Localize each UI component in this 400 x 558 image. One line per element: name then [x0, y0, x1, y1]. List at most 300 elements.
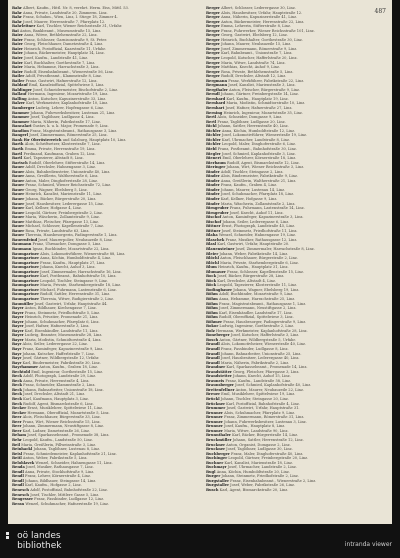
entry-surname: Bichl	[206, 124, 217, 129]
entry-surname: Bierbaum	[206, 160, 226, 165]
entry-surname: Beran	[12, 501, 25, 506]
entry-details: Ignaz, Buchbinder, Mozartstraße 22, Linz.	[32, 246, 110, 251]
entry-surname: Beer	[12, 415, 22, 420]
entry-surname: Birngruber	[206, 206, 229, 211]
entry-surname: Beck	[12, 374, 23, 379]
entry-details: Alois, Schneider, Domgasse 9, Linz.	[217, 115, 283, 120]
entry-details: Josef, Schuhmacher, Pfarrplatz 18, Linz.	[220, 192, 295, 197]
entry-surname: Binder	[206, 201, 220, 206]
entry-surname: Beck	[12, 383, 23, 388]
entry-surname: Berger	[206, 60, 220, 65]
entry-details: Anna, Hebamme, Harrachstraße 25, Linz.	[219, 297, 296, 301]
entry-details: Franz, Gastwirt, Hafnerstraße 12, Linz.	[25, 78, 98, 83]
entry-surname: Blöchl	[206, 260, 219, 265]
entry-surname: Bergmann	[206, 83, 228, 88]
entry-details: Alois, Seiler, Lederergasse 22, Linz.	[22, 342, 88, 347]
entry-details: Theresia, Witwe, Rudigierstraße 2, Linz.	[40, 297, 114, 301]
entry-surname: Bauer	[12, 192, 25, 197]
entry-details: Rudolf, Sattler, Herrenstraße 31, Linz.	[40, 292, 111, 297]
entry-details: Adolf, Postoffizial, Bahnhofstraße 22, Linz.	[30, 487, 108, 492]
entry-surname: Berger	[206, 33, 220, 38]
entry-details: Anton, Gärtner, Wildbergstraße 5, Urfahr.	[219, 337, 296, 342]
entry-details: Franz, Zimmermann, Römerstraße 31, Linz.	[224, 415, 305, 420]
entry-surname: Beck	[12, 387, 23, 392]
entry-surname: Bergthaler	[206, 87, 228, 92]
entry-details: Anna, Greißlerin, Waltherstraße 6, Linz.	[25, 174, 99, 179]
entry-details: Johann, Schuhmacher, Pfarrplatz 6, Linz.	[24, 319, 100, 324]
entry-surname: Baumgartner	[12, 278, 39, 283]
entry-details: Maria, Hebamme, Harrachstraße 3, Linz.	[24, 65, 100, 70]
entry-surname: Bertl	[206, 119, 217, 124]
entry-surname: Biegler	[206, 151, 221, 156]
entry-surname: Blöchl	[206, 256, 219, 261]
entry-surname: Baumgartner	[12, 260, 39, 265]
entry-details: Franz, Wirt, Wiener Reichsstraße 15, Linz.	[22, 419, 101, 424]
entry-surname: Bahrleitner	[12, 24, 36, 29]
entry-surname: Bittner	[206, 224, 221, 229]
entry-surname: Bauer	[12, 201, 25, 206]
entry-details: Karl, Tischler, Wiener Reichsstraße 31, Urfahr.	[36, 24, 123, 29]
entry-details: Josef, Kaufm., Hauptplatz 8, Linz.	[224, 424, 286, 429]
entry-surname: Brückner	[206, 401, 226, 406]
entry-surname: Bichler	[206, 142, 221, 147]
entry-details: Anton, Kaufm., Graben 18, Linz.	[39, 365, 99, 370]
entry-surname: Bayer	[12, 328, 24, 333]
entry-surname: Bauer	[12, 174, 25, 179]
entry-details: Johann, Knecht, Auhof 15, Linz.	[233, 374, 291, 379]
entry-surname: Belohlavek	[12, 460, 35, 465]
entry-details: Josef, Hafner, Hafnerstraße 27, Linz.	[225, 106, 293, 111]
entry-surname: Bai	[12, 28, 19, 33]
entry-details: Karl, Kaufm., Hauptplatz 19, Linz.	[226, 96, 289, 101]
entry-details: Franz, Kaufm., Graben 4, Linz.	[220, 183, 278, 188]
entry-surname: Bauer	[12, 183, 25, 188]
entry-details: Georg, Fleischhauer, Dametzstraße 4, Linz.	[24, 42, 104, 47]
entry-details: Johann, Bäckermeister, Hauptplatz 14, Linz.	[24, 51, 105, 56]
entry-details: Karl, Gastwirt, Urfahr, Hauptstraße 20.	[217, 242, 290, 247]
entry-details: Josef, Zimmermaler, Harrachstraße 8, Linz.	[235, 246, 315, 251]
entry-surname: Böhm	[206, 301, 218, 306]
entry-details: Alois, Hausbesitzer, Urfahr, Hauptstraße 12.	[221, 10, 303, 15]
entry-surname: Baumgartner	[12, 251, 39, 256]
entry-details: Johann, Gärtner, Freinbergstraße 14, Linz.	[220, 92, 299, 97]
entry-surname: Bartl	[12, 151, 23, 156]
entry-details: Maria, Wäscherin, Zollamtstraße 2, Linz.	[220, 201, 296, 206]
entry-surname: Bendl	[12, 469, 24, 474]
entry-surname: Biebl	[206, 146, 217, 151]
entry-details: Adolf, Buchbinder, Mozartstraße 9, Linz.	[219, 292, 294, 297]
entry-details: Emma, Lehrerin, Stifterstraße 8, Linz.	[221, 24, 292, 29]
entry-details: Ernst, Photograph, Landstraße 45, Linz.	[221, 224, 296, 229]
entry-surname: Bayer	[12, 306, 24, 311]
entry-details: Karl, Kellner, Hofgasse 4, Linz.	[25, 206, 82, 211]
entry-details: Maria, Näherin, Fabrikstraße 17, Linz.	[30, 119, 101, 124]
entry-details: Anna, Private, Herrenstraße 4, Linz.	[23, 378, 90, 383]
entry-details: Franz, Magistratsbeamt., Rathausgasse 3, Linz.	[30, 128, 118, 133]
entry-details: Karl, Eisenhändler, Landstraße 11, Linz.	[24, 328, 99, 333]
entry-surname: Binder	[206, 196, 220, 201]
entry-surname: Binder	[206, 178, 220, 183]
entry-details: Franz, Schneider, Klammstraße 2, Linz.	[23, 383, 96, 388]
entry-details: Ludwig, Beamter, Museumstraße 28, Linz.	[24, 333, 103, 338]
entry-details: Franz, Lehrer, Körnerstraße 4, Linz.	[24, 474, 92, 479]
entry-surname: Baumgartner	[12, 287, 39, 292]
entry-surname: Brummer	[206, 406, 226, 411]
entry-surname: Bernhard	[206, 96, 226, 101]
entry-surname: Bauer	[12, 224, 25, 229]
entry-details: Josef, Sparkassebeamt., Promenade 38, Linz.	[27, 433, 110, 438]
entry-details: Emil, Musiklehrer, Spittelwiese 19, Linz.	[221, 392, 296, 397]
entry-details: Franz, Maler, Dinghoferstraße 40, Linz.	[231, 451, 304, 456]
directory-column-left	[12, 6, 198, 506]
entry-surname: Beer	[12, 419, 22, 424]
entry-details: Alois, Schuhmacher, Pfarrplatz 9, Linz.	[224, 410, 296, 415]
entry-surname: Brandl	[206, 356, 220, 361]
entry-details: Leopold, Tapezierer, Klosterstraße 11, Linz.	[217, 283, 298, 288]
entry-details: Hermann, Oberoffizial, Mozartstraße 5, Linz.	[27, 410, 110, 415]
entry-details: Josef, Schneidermeister, Bischofstraße 2, Linz.	[33, 87, 119, 92]
entry-details: Heinrich, Postoffizial, Kaarstraße 11, Urfahr.	[24, 46, 106, 51]
entry-details: Josef, Schmied, Kaplanhofstraße 40, Linz.	[235, 383, 312, 388]
entry-details: Adolf, Photograph, Landstraße 29, Linz.	[23, 374, 97, 379]
entry-details: Anton, Maler, Dinghoferstraße 28, Linz.	[25, 178, 99, 183]
entry-surname: Bahr	[12, 10, 22, 15]
entry-surname: Böhm	[206, 315, 218, 320]
entry-details: Maria, Greißlerin, Pillweinstraße 3, Linz.	[21, 442, 97, 447]
entry-details: Josef, Hausbesitzer, Lederergasse 40, Linz.	[220, 356, 300, 361]
entry-surname: Blum	[206, 265, 217, 270]
entry-details: Karl, Kanzlist, Marienstraße 18, Linz.	[224, 460, 293, 465]
entry-surname: Blaha	[206, 233, 218, 238]
directory-entry	[12, 502, 198, 507]
entry-surname: Bamberger	[12, 106, 35, 111]
entry-surname: Bock	[206, 274, 217, 279]
entry-surname: Blauensteiner	[206, 246, 235, 251]
page-number: 487	[374, 8, 386, 15]
entry-details: Anton, Weber, Fabrikstraße 5, Linz.	[22, 456, 88, 461]
entry-surname: Berger	[206, 65, 220, 70]
entry-details: Johann, Maurer, Neubauzeile 15, Linz.	[221, 42, 292, 47]
entry-surname: Berger	[206, 74, 220, 79]
entry-surname: Brandner	[206, 365, 226, 370]
entry-surname: Bauer	[12, 215, 25, 220]
entry-surname: Bischof	[206, 215, 222, 220]
viewer-label: intranda viewer	[344, 541, 392, 548]
entry-surname: Bayer	[12, 310, 24, 315]
entry-surname: Bank für Oberösterreich	[12, 137, 62, 142]
entry-surname: Brunner	[206, 415, 223, 420]
entry-details: Anton, Bildhauer, Kirchengasse 7, Linz.	[24, 306, 97, 311]
entry-details: Karl, Eisenhändler, Landstraße 17, Linz.	[219, 310, 293, 315]
entry-surname: Baier	[12, 56, 23, 61]
entry-surname: Berger	[206, 19, 220, 24]
library-logo[interactable]	[6, 531, 62, 552]
entry-details: Anna, Private, Stockhofstraße 9, Linz.	[24, 469, 95, 474]
entry-details: Karl, Bahnbeamt., Unionstraße 7, Linz.	[221, 51, 293, 56]
entry-details: Josef, Gastwirt, Urfahr, Hauptstraße 44.	[34, 301, 108, 306]
entry-surname: Bauer	[12, 219, 25, 224]
entry-surname: Bauer	[12, 196, 25, 201]
entry-details: Matthias, Knecht, Auhof 9, Linz.	[221, 65, 281, 70]
entry-surname: Binder	[206, 169, 220, 174]
entry-surname: Beham	[12, 433, 27, 438]
entry-details: Johann, Seiler, Lederergasse 6, Linz.	[222, 219, 290, 224]
entry-details: Emil, Oberlehrer, Körnerstraße 18, Linz.	[222, 156, 297, 161]
entry-surname: Bergmann	[206, 78, 228, 83]
entry-details: Anton, Maurer, Neubauzeile 22, Linz.	[235, 387, 305, 392]
entry-surname: Bengesser	[12, 497, 33, 502]
entry-details: Maria, Witwe, Landstraße 90, Linz.	[224, 428, 289, 433]
entry-surname: Bugl	[206, 469, 216, 474]
entry-surname: Bancalari	[12, 124, 32, 129]
entry-details: Karl, Kellner, Hofgasse 9, Linz.	[220, 196, 278, 201]
entry-details: Karl, Postbeamt., Bahnhofstraße 10, Linz.	[40, 274, 117, 279]
entry-surname: Beer	[12, 428, 22, 433]
entry-details: Franz, Werkführer, Fabrikstraße 22, Linz.	[228, 78, 305, 83]
entry-details: Leopold, Gärtner, Freinbergstraße 2, Linz.	[25, 210, 103, 215]
entry-details: Anna, Köchin, Humboldtstraße 12, Linz.	[221, 128, 296, 133]
entry-details: und Salzburg, Hauptplatz 10, Linz.	[62, 137, 127, 142]
entry-details: Karl, Bäcker, Bürgerstraße 14, Linz.	[232, 433, 299, 438]
entry-surname: Brandl	[206, 342, 220, 347]
entry-details: Franz, Kaminfeger, Kapuzinerstraße 9, Linz.	[22, 347, 104, 352]
entry-surname: Birngruber	[206, 210, 229, 215]
entry-details: Josef, Zimmermann, Römerstraße 25, Linz.	[29, 133, 108, 138]
entry-details: Franz, Fassbinder, Ludlgasse 12, Linz.	[34, 497, 105, 502]
entry-details: Franz, Schuhm., Wien, Linz, I. Stiege 18, Zimmer 4.	[23, 15, 118, 20]
entry-details: Josef, Drechsler, Altstadt 21, Linz.	[23, 392, 86, 397]
entry-surname: Balling	[12, 96, 27, 101]
entry-surname: Beck	[12, 392, 23, 397]
entry-surname: Baier	[12, 42, 23, 47]
entry-details: Josef, Taglöhner, Ludlgasse 4, Linz.	[30, 115, 95, 120]
entry-surname: Berger	[206, 56, 220, 61]
entry-details: Josef, Zimmermaler, Harrachstraße 16, Linz.	[40, 269, 122, 274]
entry-surname: Baumgartner	[12, 269, 39, 274]
entry-details: Johann, Fuhrwerksbesitzer, Lustenau 3, Linz.	[224, 419, 307, 424]
entry-surname: Blaschek	[206, 237, 225, 242]
entry-surname: Brunner	[206, 428, 223, 433]
entry-details: Rosa, Private, Bethlehemstraße 5, Linz.	[221, 69, 294, 74]
entry-details: Anna, Greißlerin, Waltherstraße 21, Linz.	[220, 178, 297, 183]
entry-details: Josef, Lokomotivführer, Wienerstraße 19, Linz.	[221, 133, 308, 138]
entry-details: Theresia, Hausbesorgerin, Fadingerstraße 1, Linz.	[25, 233, 118, 238]
entry-surname: Baier	[12, 46, 23, 51]
entry-surname: Benesch	[12, 487, 30, 492]
entry-surname: Bendl	[12, 478, 24, 483]
entry-details: Georg, Fleischer, Pfarrgasse 3, Linz.	[233, 369, 300, 374]
entry-surname: Bechtold	[12, 369, 31, 374]
entry-details: Karl, Agent, Bismarckstraße 20, Linz.	[219, 487, 289, 492]
entry-details: Franz, Fuhrmann, Lastenstraße 14, Linz.	[229, 206, 305, 211]
entry-surname: Bruckmüller	[206, 437, 232, 442]
entry-details: Josef, Steinmetz, Friedhofstraße 11, Linz.	[221, 228, 298, 233]
entry-details: Maria, Modistin, Schmidtorstraße 10, Linz.	[226, 101, 306, 106]
entry-details: Maria, Näherin, Fabrikstraße 2, Linz.	[220, 360, 290, 365]
entry-details: Heinrich, Ingenieur, Mozartstraße 35, Linz.	[223, 110, 303, 115]
entry-surname: Brandstätter	[206, 369, 232, 374]
entry-details: Alois, Bahnbediensteter, Unionstraße 40, Linz.	[25, 169, 111, 174]
entry-surname: Barth	[12, 146, 24, 151]
entry-surname: Bauer	[12, 233, 25, 238]
entry-surname: Baumgartner	[12, 283, 39, 288]
entry-details: Anton, Kaminfeger, Kapuzinerstraße 3, Linz.	[222, 215, 304, 220]
entry-details: Ludwig, Ingenieur, Goethestraße 2, Linz.	[219, 324, 295, 329]
entry-surname: Bauer	[12, 169, 25, 174]
entry-details: Emil, Kanzleioffizial, Spittelwiese 5, Linz.	[28, 83, 105, 88]
entry-details: Josef, Gärtner, Wildbergstraße 12, Urfahr.	[22, 356, 100, 361]
logo-text	[17, 531, 61, 551]
entry-details: Johann, Bildhauer, Steingasse 14, Linz.	[24, 478, 97, 483]
entry-surname: Bailer	[12, 74, 25, 79]
entry-surname: Busch	[206, 487, 219, 492]
entry-details: Josef, Gastwirt, Urfahr, Hauptstraße 31.	[226, 406, 300, 411]
entry-details: Johann, Sattler, Herrenstraße 12, Linz.	[232, 437, 304, 442]
entry-surname: Bruckner	[206, 442, 226, 447]
entry-surname: Bodingbauer	[206, 287, 233, 292]
entry-surname: Böhm	[206, 292, 218, 297]
entry-details: Alois, Lokomotivführer, Wienerstraße 88, Linz.	[40, 251, 126, 256]
entry-details: Karl, Buchhalter, Goethestraße 7, Linz.	[24, 60, 96, 65]
entry-surname: Bauer	[12, 178, 25, 183]
logo-line-1: oö landes	[17, 531, 61, 541]
entry-details: Josef, Knecht, Auhof 11, Linz.	[229, 210, 284, 215]
entry-details: Franz, Musiker, Rathausgasse 12, Linz.	[225, 237, 298, 242]
entry-surname: Berger	[206, 37, 220, 42]
entry-surname: Baumgartner	[12, 297, 39, 301]
entry-details: Franz, Eisenbahnbeamt., Wienerstraße 2, Linz.	[230, 478, 317, 483]
entry-surname: Bayer	[12, 315, 24, 320]
entry-surname: Berger	[206, 24, 220, 29]
entry-surname: Beer	[12, 424, 22, 429]
entry-surname: Bleier	[206, 251, 219, 256]
entry-surname: Buchinger	[206, 456, 228, 461]
entry-surname: Buchner	[206, 460, 224, 465]
entry-surname: Berning	[206, 110, 223, 115]
entry-surname: Brunner	[206, 424, 223, 429]
entry-surname: Binder	[206, 192, 220, 197]
entry-surname: Böhm	[206, 306, 218, 311]
entry-surname: Bammer	[12, 119, 30, 124]
entry-details: Anna, Private, Landstraße 20, Zimmerm. Linz.	[23, 10, 108, 15]
entry-surname: Baier	[12, 60, 23, 65]
entry-surname: Bienert	[206, 156, 222, 161]
entry-surname: Berger	[206, 42, 220, 47]
entry-surname: Bahr	[12, 15, 22, 20]
entry-details: Anna, Näherin, Kapuzinerstraße 41, Linz.	[221, 15, 298, 20]
entry-details: Johann, Tischler, Steingasse 20, Linz.	[220, 397, 289, 402]
entry-details: Josef, Zimmermann, Römerstraße 9, Linz.	[221, 46, 298, 51]
entry-surname: Berger	[206, 15, 220, 20]
entry-surname: Bernhart	[206, 106, 225, 111]
entry-surname: Bendl	[12, 483, 24, 488]
entry-details: Rudolf, Eisenbahnbeamt., Wienerstraße 56, Linz.	[24, 69, 114, 74]
entry-details: Matthias, Fleischer, Pfarrgasse 13, Linz.	[25, 219, 100, 224]
entry-surname: Bahr	[12, 6, 22, 10]
entry-surname: Beck	[12, 401, 23, 406]
entry-surname: Burgstaller	[206, 478, 229, 483]
entry-surname: Behr	[12, 437, 22, 442]
entry-surname: Bichler	[206, 128, 221, 133]
entry-surname: Beil	[12, 442, 21, 447]
entry-details: Josef, Hausbesitzer, Lederergasse 15, Linz.	[25, 201, 104, 206]
entry-surname: Bayer	[12, 333, 24, 338]
entry-details: Johann, Bahnarbeiter, Unionstraße 18, Linz.	[23, 387, 104, 392]
entry-details: Adolf, Tischler, Steingasse 2, Linz.	[220, 169, 284, 174]
entry-details: Franz, Taglöhner, Ludlgasse 20, Linz.	[217, 119, 286, 124]
entry-surname: Bayrhammer	[12, 365, 39, 370]
entry-surname: Baldauf	[12, 83, 28, 88]
entry-surname: Baumann	[12, 246, 32, 251]
entry-details: Emil, Ingenieur, Goethestraße 15, Linz.	[31, 369, 104, 374]
entry-details: Franz, Fuhrwerker, Wiener Reichsstraße 101, Linz.	[221, 28, 315, 33]
entry-details: Karl, Werkmeister, Kaplanhofstraße 10, Linz.	[26, 101, 109, 106]
entry-details: Maria, Wäscherin, Zollamtstraße 9, Linz.	[25, 215, 100, 220]
entry-surname: Bailer	[12, 78, 25, 83]
entry-details: Gustav, k. u. k. Major, Promenade 9, Linz.	[32, 124, 109, 129]
entry-surname: Brandstetter	[206, 374, 232, 379]
entry-surname: Bichler	[206, 137, 221, 142]
entry-surname: Binder	[206, 174, 220, 179]
entry-details: Michael, Schlosser, Kapellenstraße 7, Linz.	[25, 224, 104, 229]
entry-details: Johann, Bahnarbeiter, Unionstraße 25, Linz.	[220, 351, 302, 356]
entry-surname: Bayr	[12, 342, 22, 347]
entry-surname: Blumauer	[206, 269, 226, 274]
entry-details: Josef, Tischler, Mittlere Gasse 5, Linz.	[30, 492, 100, 497]
entry-details: Ernst, Musiklehrer, Spittelwiese 11, Linz.	[27, 406, 104, 411]
entry-surname: Breuer	[206, 392, 221, 397]
entry-details: Alois, Bindermeister, Fabrikstraße 9, Linz.	[220, 174, 299, 179]
entry-details: Franz, Postbeamt., Bahnhofstraße 30, Linz.	[217, 146, 297, 151]
entry-details: Heinrich, Kanzlist, Marienstraße 11, Linz.	[25, 192, 103, 197]
entry-surname: Bayr	[12, 347, 22, 352]
entry-surname: Bauer	[12, 210, 25, 215]
entry-surname: Baumgartner	[12, 265, 39, 270]
entry-surname: Baier	[12, 51, 23, 56]
entry-details: Franz, Schlosser, Kapellenstraße 15, Linz.	[227, 269, 305, 274]
entry-surname: Baumgartner	[12, 256, 39, 261]
entry-surname: Bauer	[12, 187, 25, 192]
entry-surname: Baumgartner	[12, 274, 39, 279]
entry-details: Wenzel, Schneider, Hahnengasse 19, Linz.	[218, 233, 297, 238]
entry-surname: Berger	[206, 6, 220, 10]
entry-surname: Berger	[206, 51, 220, 56]
entry-surname: Bischof	[206, 219, 222, 224]
entry-details: Karl, Drechsler, Altstadt 4, Linz.	[217, 278, 277, 283]
entry-surname: Beck	[12, 378, 23, 383]
entry-details: Josef, Bäcker, Bürgerstraße 28, Linz.	[217, 274, 285, 279]
entry-details: Johann, Bäcker, Bürgerstraße 20, Linz.	[25, 196, 97, 201]
entry-surname: Bandion	[12, 128, 29, 133]
logo-mark-icon	[6, 531, 9, 540]
entry-details: Heinrich, Buchhalter, Goethestraße 30, Linz.	[221, 37, 303, 42]
entry-surname: Berger	[206, 28, 220, 33]
entry-surname: Bahr	[12, 19, 22, 24]
entry-surname: Baier	[12, 69, 23, 74]
entry-surname: Brunnthaler	[206, 433, 231, 438]
entry-details: Josef, Schmied, Kaplanhofstraße 3, Linz.	[221, 151, 296, 156]
entry-details: Karl, Ladner, Dametzstraße 26, Linz.	[22, 428, 90, 433]
entry-surname: Bammer	[12, 115, 30, 120]
entry-surname: Bayer	[12, 337, 24, 342]
entry-surname: Beck	[12, 397, 23, 402]
entry-details: Josef, Kanzlist, Marienstraße 3, Linz.	[228, 83, 296, 88]
entry-surname: Bauer	[12, 228, 25, 233]
entry-details: Rudolf, Agent, Bismarckstraße 6, Linz.	[23, 401, 94, 406]
entry-details: Anton, Bankbeamt., Museumstraße 15, Linz.	[19, 28, 102, 33]
entry-details: Josef, Uhrmacher, Landstraße 2, Linz.	[227, 465, 297, 470]
entry-surname: Bieringer	[206, 165, 226, 170]
